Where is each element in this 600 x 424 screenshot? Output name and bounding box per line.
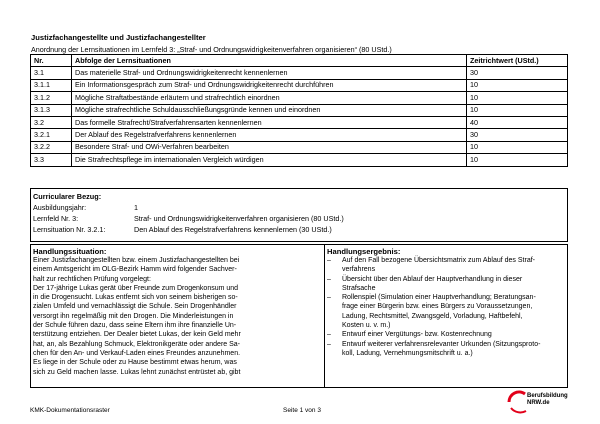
row-zeit: 30 [467, 67, 568, 79]
logo-text [527, 393, 568, 406]
list-item [327, 275, 567, 294]
row-zeit: 40 [467, 116, 568, 128]
situation-line: Einer Justizfachangestellten bzw. einem Justizfachangestellten bei [33, 257, 240, 264]
handlungssituation-text [33, 256, 324, 377]
row-nr: 3.2.2 [31, 141, 72, 153]
lernfeld-value: Straf- und Ordnungswidrigkeitenverfahren organisieren (80 UStd.) [134, 214, 344, 223]
item-line: – Entwurf weiterer verfahrensrelevanter Urkunden (Sitzungsproto- [342, 340, 541, 348]
situation-line: halt zur rechtlichen Prüfung vorgelegt: [33, 275, 151, 283]
situation-line: sich zu Geld machen lasse. Lukas lehnt zunächst entrüstet ab, gibt [33, 368, 241, 376]
situation-line: Der 17-jährige Lukas gerät über Freunde zum Drogenkonsum und [33, 284, 239, 292]
item-line: koll, Ladung, Vernehmungsmitschrift u. a.) [342, 349, 473, 357]
table-row [31, 141, 568, 153]
handlungsergebnis-box [324, 244, 568, 388]
document-title: Justizfachangestellte und Justizfachangestellter [31, 33, 206, 42]
situation-line: versorgt ihn regelmäßig mit den Drogen. Die Minderleistungen in [33, 312, 234, 320]
situation-line: Es liege in der Schule oder zu Hause bestimmt etwas herum, was [33, 359, 237, 367]
handlungsergebnis-heading: Handlungsergebnis: [327, 247, 401, 256]
row-nr: 3.1.2 [31, 92, 72, 104]
row-zeit: 10 [467, 141, 568, 153]
row-nr: 3.1.1 [31, 79, 72, 91]
list-item [327, 256, 567, 275]
table-row [31, 67, 568, 79]
curricularer-bezug-box [30, 188, 568, 242]
list-item [327, 330, 567, 339]
lernsituationen-table [30, 54, 568, 167]
row-abfolge: Die Strafrechtspflege im internationalen Vergleich würdigen [72, 154, 467, 166]
header-abfolge: Abfolge der Lernsituationen [72, 55, 467, 67]
header-nr: Nr. [31, 55, 72, 67]
item-line: – Entwurf einer Vergütungs- bzw. Kostenrechnung [342, 331, 492, 339]
lernfeld-label: Lernfeld Nr. 3: [33, 214, 79, 223]
table-row [31, 104, 568, 116]
row-abfolge: Mögliche strafrechtliche Schuldausschließungsgründe kennen und einordnen [72, 104, 467, 116]
row-zeit: 10 [467, 79, 568, 91]
item-line: verfahrens [342, 266, 376, 274]
situation-line: zialen Umfeld und vernachlässigt die Schule. Sein Drogenhändler [33, 303, 237, 311]
list-item [327, 293, 567, 330]
row-nr: 3.2.1 [31, 129, 72, 141]
ausbildungsjahr-value: 1 [134, 203, 138, 212]
row-abfolge: Besondere Straf- und OWi-Verfahren bearbeiten [72, 141, 467, 153]
lernsituation-label: Lernsituation Nr. 3.2.1: [33, 225, 106, 234]
header-zeitrichtwert: Zeitrichtwert (UStd.) [467, 55, 568, 67]
situation-line: in die Drogensucht. Lukas entfernt sich von seinem bisherigen so- [33, 294, 238, 302]
item-line: Kosten u. v. m.) [342, 322, 391, 330]
handlungssituation-heading: Handlungssituation: [33, 247, 107, 256]
table-row [31, 116, 568, 128]
row-abfolge: Mögliche Straftatbestände erläutern und strafrechtlich einordnen [72, 92, 467, 104]
item-line: Strafsache [342, 284, 376, 292]
row-zeit: 10 [467, 154, 568, 166]
row-nr: 3.1.3 [31, 104, 72, 116]
row-abfolge: Das materielle Straf- und Ordnungswidrigkeitenrecht kennenlernen [72, 67, 467, 79]
situation-line: der Schule führen dazu, dass seine Eltern ihm ihre finanzielle Un- [33, 322, 237, 330]
row-abfolge: Der Ablauf des Regelstrafverfahrens kennenlernen [72, 129, 467, 141]
ausbildungsjahr-label: Ausbildungsjahr: [33, 203, 87, 212]
situation-line: hat, an, als Bezahlung Schmuck, Elektronikgeräte oder andere Sa- [33, 340, 241, 348]
lernsituation-value: Den Ablauf des Regelstrafverfahrens kennenlernen (30 UStd.) [134, 225, 332, 234]
item-line: – Rollenspiel (Simulation einer Hauptverhandlung; Beratungsan- [342, 294, 536, 302]
logo-line-2: NRW.de [527, 399, 550, 406]
row-zeit: 30 [467, 129, 568, 141]
footer-page-number: Seite 1 von 3 [283, 407, 321, 414]
table-header-row [31, 55, 568, 67]
row-abfolge: Ein Informationsgespräch zum Straf- und Ordnungswidrigkeitenrecht durchführen [72, 79, 467, 91]
row-nr: 3.2 [31, 116, 72, 128]
logo-line-1: Berufsbildung [527, 393, 568, 399]
item-line: frage einer Bürgerin bzw. eines Bürgers zu Voraussetzungen, [342, 303, 533, 311]
row-nr: 3.3 [31, 154, 72, 166]
row-nr: 3.1 [31, 67, 72, 79]
table-row [31, 79, 568, 91]
row-abfolge: Das formelle Strafrecht/Strafverfahrensarten kennenlernen [72, 116, 467, 128]
situation-line: einem Amtsgericht im OLG-Bezirk Hamm wird folgender Sachver- [33, 266, 237, 274]
situation-line: chen für den An- und Verkauf-Laden eines Freundes anzunehmen. [33, 349, 241, 357]
item-line: Ladung, Rechtsmittel, Zwangsgeld, Vorladung, Haftbefehl, [342, 312, 523, 320]
table-row [31, 154, 568, 166]
situation-line: terstützung entziehen. Der Dealer bietet Lukas, der kein Geld mehr [33, 331, 241, 339]
handlungssituation-box [30, 244, 325, 388]
curricularer-bezug-heading: Curricularer Bezug: [33, 192, 102, 201]
table-row [31, 92, 568, 104]
footer-document-label: KMK-Dokumentationsraster [30, 407, 110, 414]
item-line: – Auf den Fall bezogene Übersichtsmatrix zum Ablauf des Straf- [342, 257, 535, 264]
item-line: – Übersicht über den Ablauf der Hauptverhandlung in dieser [342, 275, 523, 283]
handlungsergebnis-list [325, 256, 567, 358]
row-zeit: 10 [467, 92, 568, 104]
table-row [31, 129, 568, 141]
row-zeit: 10 [467, 104, 568, 116]
document-subtitle: Anordnung der Lernsituationen im Lernfeld 3: „Straf- und Ordnungswidrigkeitenverfahren organisieren“ (80 UStd.) [31, 45, 392, 54]
list-item [327, 340, 567, 359]
